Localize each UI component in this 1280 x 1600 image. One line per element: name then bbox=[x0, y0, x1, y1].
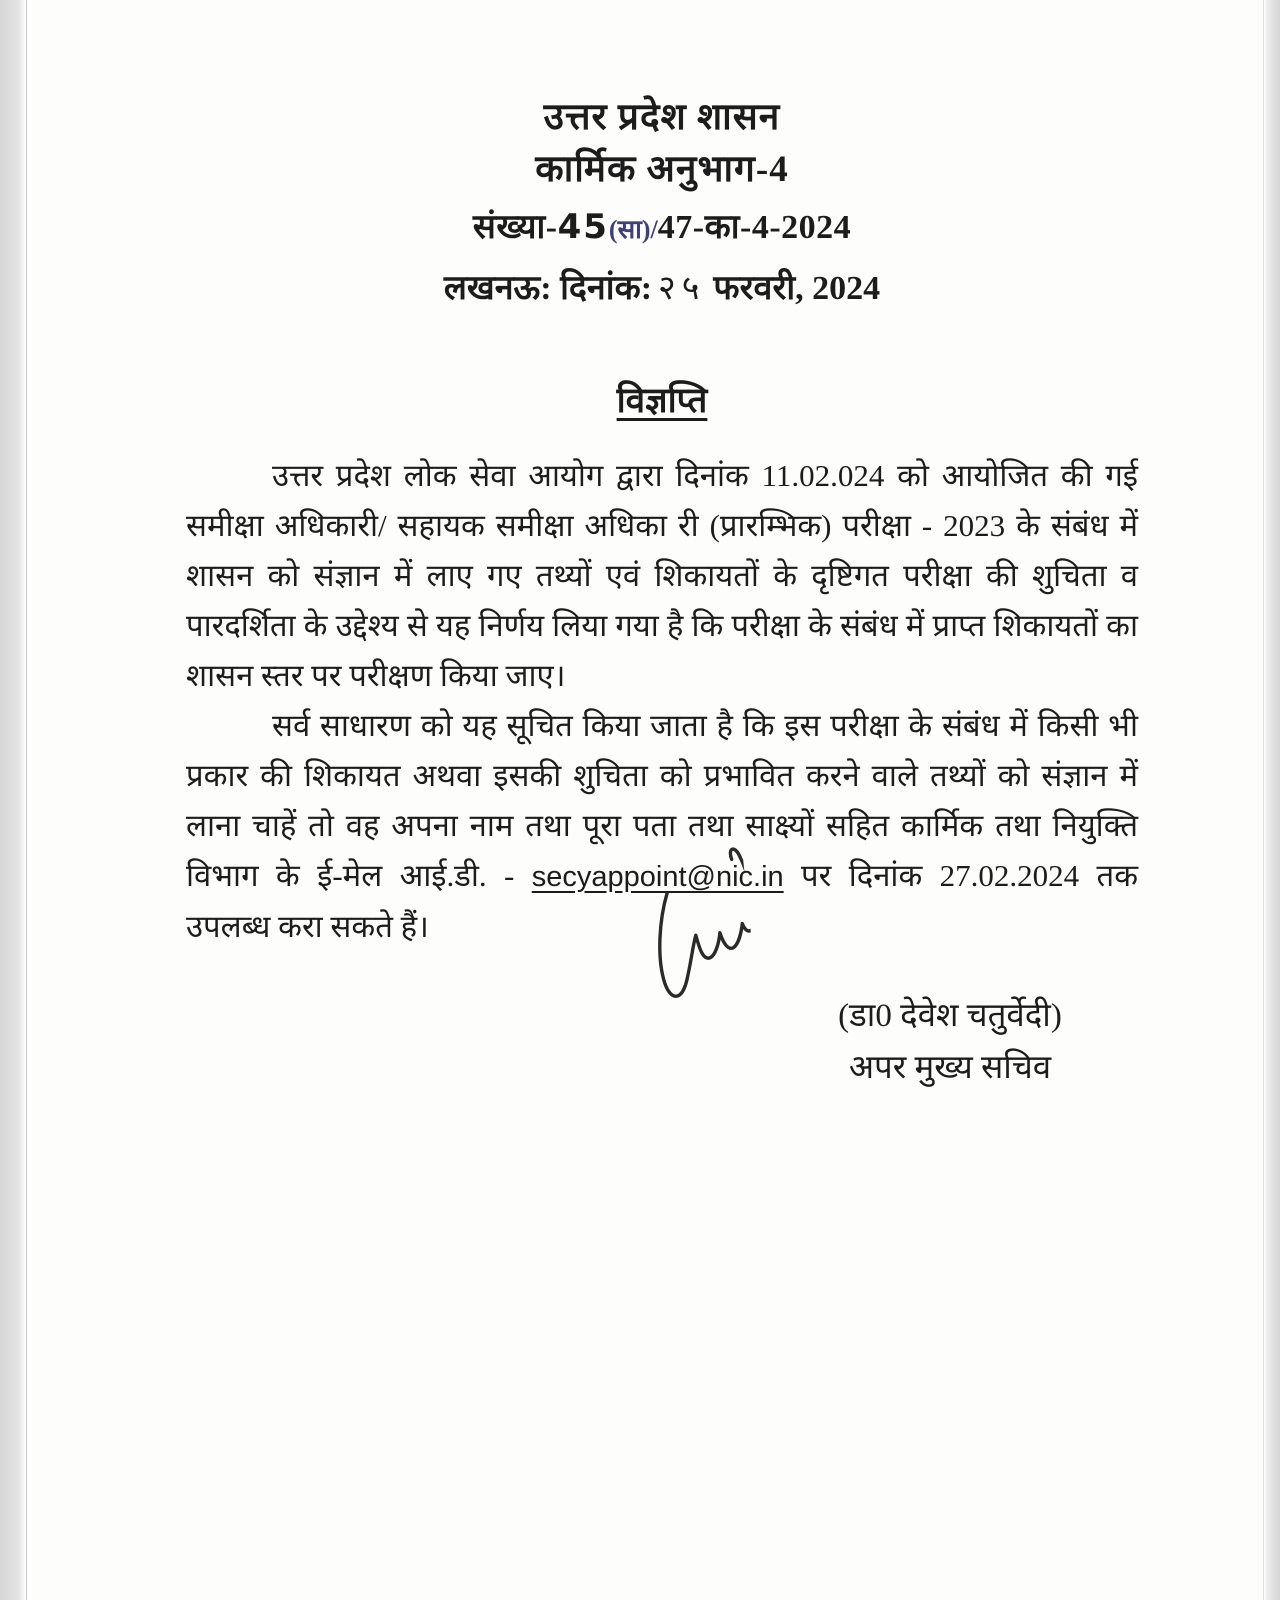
signature-block bbox=[740, 990, 1160, 1094]
notification-title: विज्ञप्ति bbox=[616, 381, 708, 420]
signatory-name: (डा0 देवेश चतुर्वेदी) bbox=[838, 998, 1062, 1034]
signature-icon bbox=[632, 845, 758, 1011]
place-date-line bbox=[186, 263, 1138, 314]
department-section: कार्मिक अनुभाग-4 bbox=[535, 149, 789, 190]
reference-number-prefix: संख्या- bbox=[472, 209, 558, 246]
paragraph-public-notice-tail: पर दिनांक 27.02.2024 तक उपलब्ध करा सकते हैं। bbox=[186, 858, 1139, 944]
date-day-handwritten: २५ bbox=[658, 268, 706, 308]
place-date-suffix: फरवरी, 2024 bbox=[713, 270, 881, 307]
government-name: उत्तर प्रदेश शासन bbox=[543, 97, 781, 138]
paragraph-public-notice-text: सर्व साधारण को यह सूचित किया जाता है कि इस परीक्षा के संबंध में किसी भी प्रकार की शिकायत अथवा इसकी शुचिता को प्रभावित करने वाले तथ्यों को संज्ञान में लाना चाहें तो वह अपना नाम तथा पूरा पता तथा साक्ष्यों सहित कार्मिक तथा नियुक्ति विभाग के ई-मेल आई.डी. - bbox=[186, 708, 1138, 893]
scan-edge-right bbox=[1263, 0, 1280, 1600]
reference-number-handwritten-note: (सा)/ bbox=[608, 215, 658, 244]
paragraph-exam-review: उत्तर प्रदेश लोक सेवा आयोग द्वारा दिनांक 11.02.024 को आयोजित की गई समीक्षा अधिकारी/ सहायक समीक्षा अधिका री (प्रारम्भिक) परीक्षा - 2023 के संबंध में शासन को संज्ञान में लाए गए तथ्यों एवं शिकायतों के दृष्टिगत परीक्षा की शुचिता व पारदर्शिता के उद्देश्य से यह निर्णय लिया गया है कि परीक्षा के संबंध में प्राप्त शिकायतों का शासन स्तर पर परीक्षण किया जाए। bbox=[186, 458, 1138, 693]
reference-number-handwritten: 45 bbox=[557, 207, 609, 247]
signatory-designation: अपर मुख्य सचिव bbox=[848, 1050, 1052, 1086]
place-date-prefix: लखनऊ: दिनांक: bbox=[443, 270, 653, 307]
letterhead bbox=[186, 92, 1138, 314]
letter-content bbox=[186, 92, 1138, 952]
contact-email: secyappoint@nic.in bbox=[531, 861, 784, 893]
scan-edge-left bbox=[0, 0, 27, 1600]
reference-number-line bbox=[186, 202, 1138, 255]
reference-number-suffix: 47-का-4-2024 bbox=[657, 209, 852, 246]
